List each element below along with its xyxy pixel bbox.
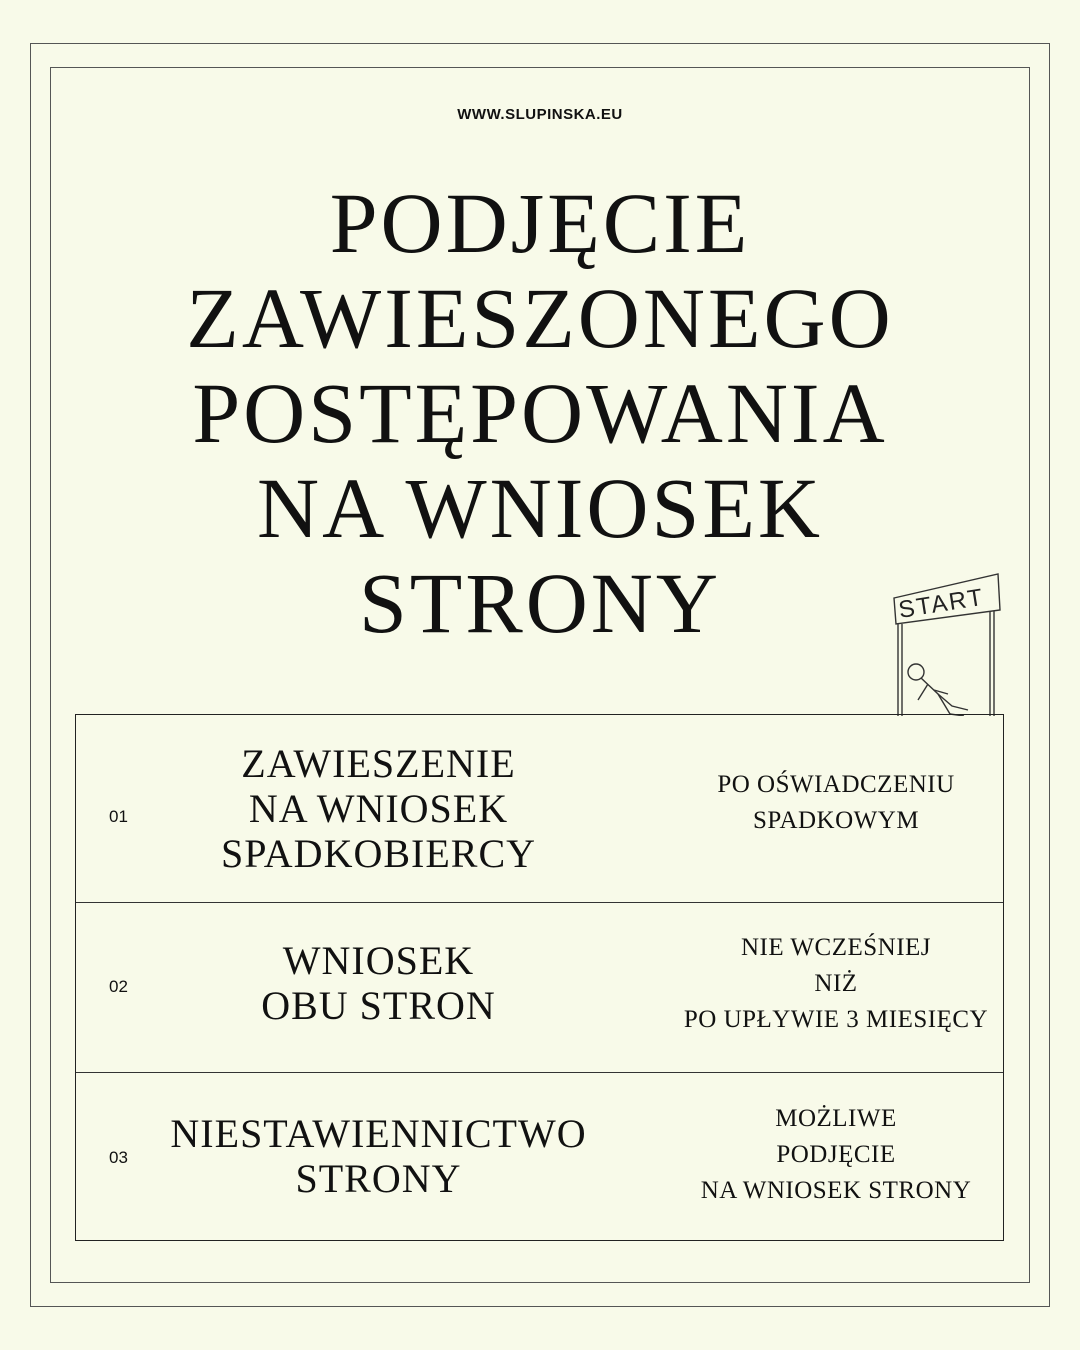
- table-row: [76, 1072, 1003, 1240]
- table-row: [76, 902, 1003, 1072]
- row-note-line: MOŻLIWE: [775, 1105, 897, 1132]
- row-note-line: PO OŚWIADCZENIU: [717, 771, 955, 798]
- title-line: PODJĘCIE: [329, 175, 751, 271]
- row-number: 01: [109, 807, 128, 826]
- runner-head: [908, 664, 924, 680]
- row-item-line: WNIOSEK: [282, 938, 475, 983]
- row-item: [156, 938, 601, 1028]
- title-line: NA WNIOSEK: [257, 460, 823, 556]
- row-note-line: NIŻ: [814, 970, 858, 997]
- row-item-line: SPADKOBIERCY: [220, 831, 537, 876]
- row-note: [666, 1101, 1006, 1209]
- row-note-line: SPADKOWYM: [752, 807, 920, 834]
- row-item-line: OBU STRON: [261, 983, 496, 1028]
- row-note-line: PODJĘCIE: [776, 1141, 896, 1168]
- row-note: [666, 930, 1006, 1038]
- row-note-line: NA WNIOSEK STRONY: [700, 1177, 972, 1204]
- start-gate-illustration: [888, 566, 1008, 716]
- runner-legs: [938, 694, 968, 716]
- table-row: [76, 715, 1003, 902]
- title-line: STRONY: [358, 555, 722, 651]
- row-note: [666, 767, 1006, 839]
- row-number: 03: [109, 1148, 128, 1167]
- website-url: WWW.SLUPINSKA.EU: [457, 106, 623, 123]
- row-item-line: ZAWIESZENIE: [241, 741, 516, 786]
- row-item-line: NA WNIOSEK: [248, 786, 509, 831]
- row-note-line: NIE WCZEŚNIEJ: [740, 934, 932, 961]
- row-item: [156, 1111, 601, 1201]
- runner-arms: [918, 684, 948, 700]
- row-item-line: STRONY: [295, 1156, 462, 1201]
- row-number: 02: [109, 977, 128, 996]
- runner-body: [921, 678, 950, 714]
- row-item: [156, 741, 601, 876]
- start-sign-text: START: [896, 583, 987, 624]
- steps-table: [75, 714, 1004, 1241]
- row-item-line: NIESTAWIENNICTWO: [170, 1111, 587, 1156]
- title-line: ZAWIESZONEGO: [186, 270, 894, 366]
- row-note-line: PO UPŁYWIE 3 MIESIĘCY: [683, 1006, 989, 1033]
- title-line: POSTĘPOWANIA: [192, 365, 888, 461]
